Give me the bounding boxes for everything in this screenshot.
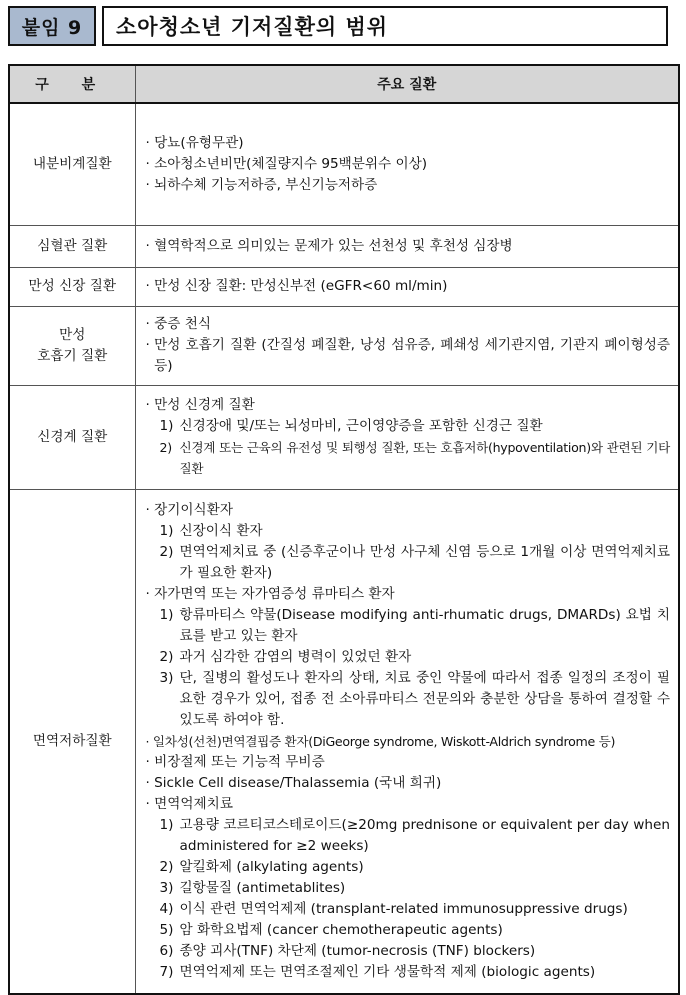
list-item: 1) 신장이식 환자 xyxy=(159,522,263,539)
category-cell: 만성 신장 질환 xyxy=(9,267,135,306)
list-item: 7) 면역억제제 또는 면역조절제인 기타 생물학적 제제 (biologic agents) xyxy=(159,963,596,980)
disease-list-cell xyxy=(135,385,679,489)
list-item: 2) 면역억제치료 중 (신증후군이나 만성 사구체 신염 등으로 1개월 이상 면역억제치료가 필요한 환자) xyxy=(159,543,670,581)
attachment-badge: 붙임 9 xyxy=(8,6,96,46)
list-item: · 면역억제치료 xyxy=(145,795,233,812)
list-item: 2) 알킬화제 (alkylating agents) xyxy=(159,858,364,875)
category-cell: 만성 호흡기 질환 xyxy=(9,306,135,385)
list-item: · 일차성(선천)면역결핍증 환자(DiGeorge syndrome, Wiskott-Aldrich syndrome 등) xyxy=(145,733,616,749)
list-item: · 소아청소년비만(체질량지수 95백분위수 이상) xyxy=(145,155,428,172)
list-item: · 만성 신장 질환: 만성신부전 (eGFR<60 ml/min) xyxy=(145,278,448,294)
list-item: 2) 신경계 또는 근육의 유전성 및 퇴행성 질환, 또는 호흡저하(hypoventilation)와 관련된 기타 질환 xyxy=(159,440,670,476)
list-item: · 만성 신경계 질환 xyxy=(145,397,255,413)
list-item: 3) 길항물질 (antimetablites) xyxy=(159,879,346,896)
table-row xyxy=(9,489,679,994)
column-header-diseases: 주요 질환 xyxy=(135,65,679,103)
list-item: 1) 고용량 코르티코스테로이드(≥20mg prednisone or equivalent per day when administered for ≥2 weeks) xyxy=(159,816,670,854)
list-item: · 혈역학적으로 의미있는 문제가 있는 선천성 및 후천성 심장병 xyxy=(145,237,513,254)
list-item: · 비장절제 또는 기능적 무비증 xyxy=(145,753,325,770)
list-item: 4) 이식 관련 면역억제제 (transplant-related immunosuppressive drugs) xyxy=(159,900,628,917)
list-item: 6) 종양 괴사(TNF) 차단제 (tumor-necrosis (TNF) blockers) xyxy=(159,942,536,959)
table-row xyxy=(9,385,679,489)
disease-list-cell xyxy=(135,267,679,306)
list-item: · Sickle Cell disease/Thalassemia (국내 희귀) xyxy=(145,774,442,791)
list-item: · 자가면역 또는 자가염증성 류마티스 환자 xyxy=(145,585,395,602)
list-item: · 뇌하수체 기능저하증, 부신기능저하증 xyxy=(145,176,378,193)
table-header-row xyxy=(9,65,679,103)
list-item: 3) 단, 질병의 활성도나 환자의 상태, 치료 중인 약물에 따라서 접종 일정의 조정이 필요한 경우가 있어, 접종 전 소아류마티스 전문의와 충분한 상담을 통하여 결정할 수 있도록 하여야 함. xyxy=(159,669,670,728)
list-item: · 당뇨(유형무관) xyxy=(145,134,244,151)
list-item: 5) 암 화학요법제 (cancer chemotherapeutic agents) xyxy=(159,921,503,938)
list-item: 1) 신경장애 및/또는 뇌성마비, 근이영양증을 포함한 신경근 질환 xyxy=(159,418,543,434)
disease-list-cell xyxy=(135,306,679,385)
category-cell: 내분비계질환 xyxy=(9,103,135,225)
category-cell: 면역저하질환 xyxy=(9,489,135,994)
category-cell: 신경계 질환 xyxy=(9,385,135,489)
table-row xyxy=(9,225,679,267)
disease-list-cell xyxy=(135,489,679,994)
disease-table xyxy=(8,64,680,995)
page-title: 소아청소년 기저질환의 범위 xyxy=(102,6,668,46)
column-header-category: 구 분 xyxy=(9,65,135,103)
list-item: 2) 과거 심각한 감염의 병력이 있었던 환자 xyxy=(159,648,412,665)
list-item: · 만성 호흡기 질환 (간질성 폐질환, 낭성 섬유증, 폐쇄성 세기관지염, 기관지 폐이형성증 등) xyxy=(145,337,670,374)
disease-list-cell xyxy=(135,103,679,225)
list-item: · 중증 천식 xyxy=(145,316,212,332)
table-row xyxy=(9,267,679,306)
header xyxy=(8,6,668,46)
category-cell: 심혈관 질환 xyxy=(9,225,135,267)
table-row xyxy=(9,103,679,225)
list-item: · 장기이식환자 xyxy=(145,501,233,518)
disease-list-cell xyxy=(135,225,679,267)
table-row xyxy=(9,306,679,385)
list-item: 1) 항류마티스 약물(Disease modifying anti-rhumatic drugs, DMARDs) 요법 치료를 받고 있는 환자 xyxy=(159,606,670,644)
